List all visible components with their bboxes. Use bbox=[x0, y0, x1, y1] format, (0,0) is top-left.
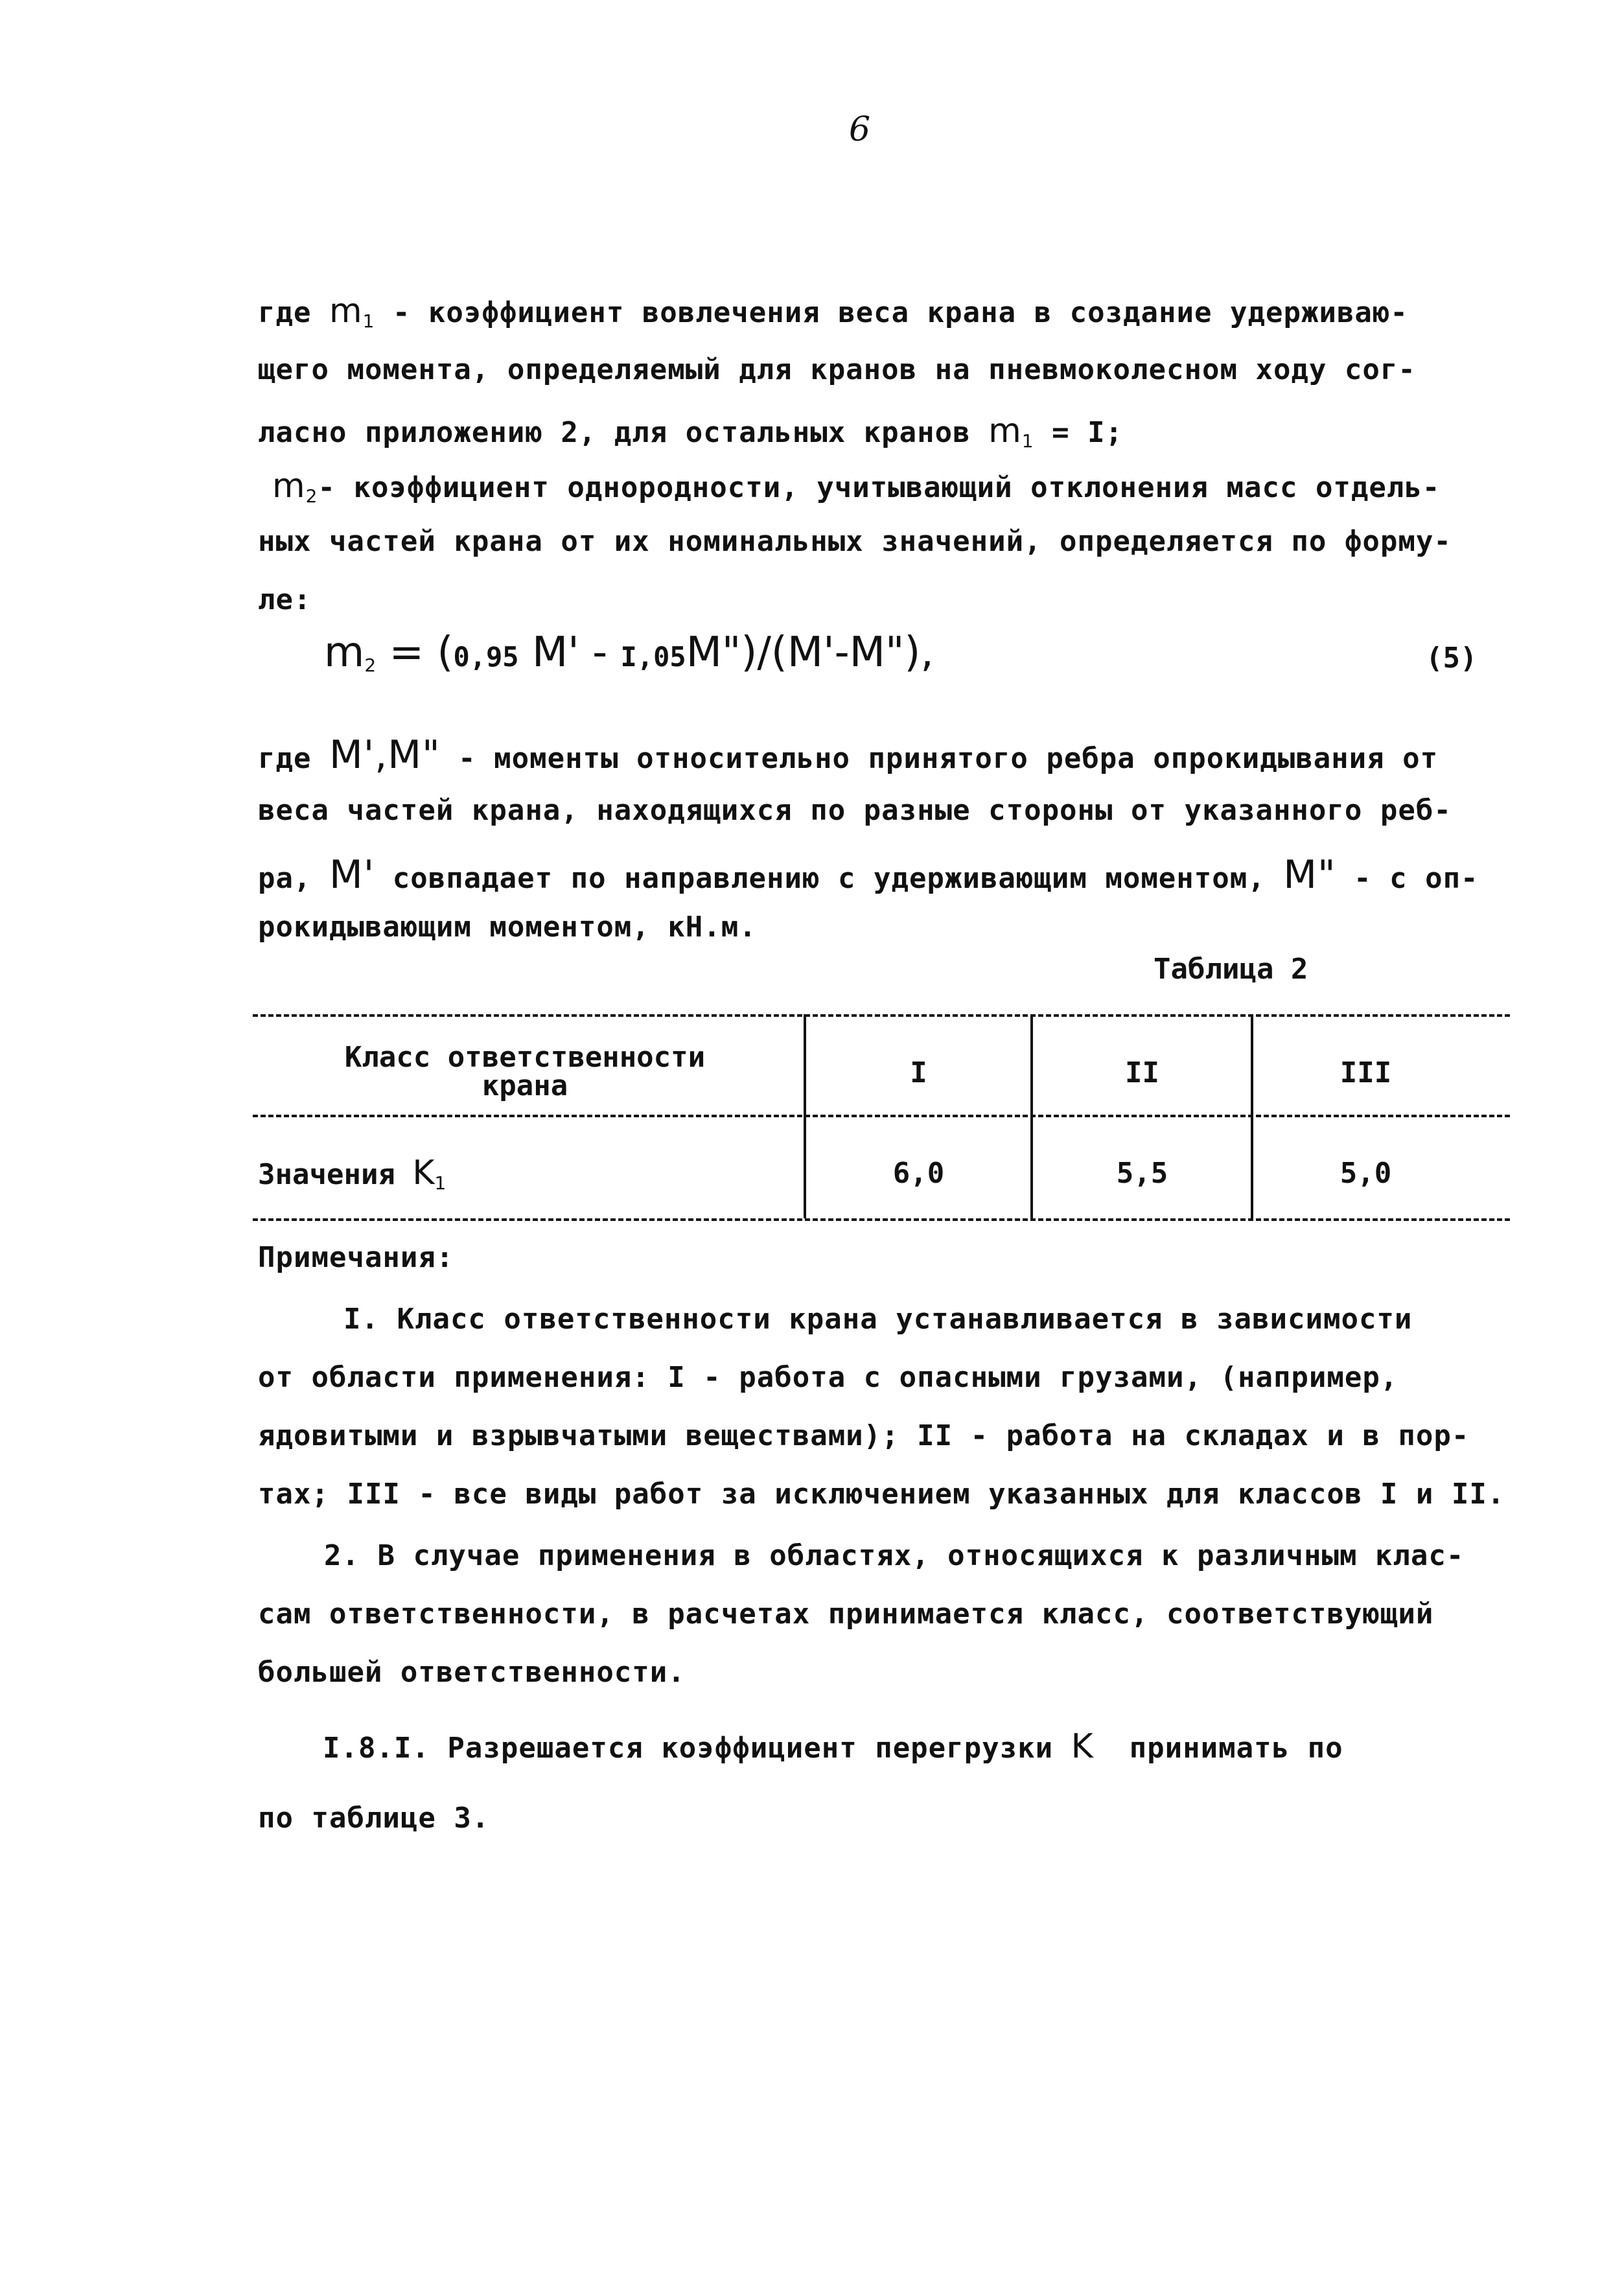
text-line: 2. В случае применения в областях, относящихся к различным клас- bbox=[324, 1539, 1465, 1572]
table-header-class-3: III bbox=[1340, 1056, 1392, 1089]
table-header-class-2: II bbox=[1125, 1056, 1159, 1089]
text-line: ласно приложению 2, для остальных кранов $m_1 = I$; bbox=[258, 412, 1124, 452]
text-line: по таблице 3. bbox=[258, 1802, 490, 1835]
table-border-middle bbox=[253, 1115, 1510, 1117]
table-cell-value: 6,0 bbox=[892, 1157, 945, 1190]
table-cell-value: 5,0 bbox=[1340, 1157, 1392, 1190]
table-divider bbox=[1030, 1014, 1033, 1218]
text-line: большей ответственности. bbox=[258, 1656, 686, 1689]
equation-number: (5) bbox=[1426, 642, 1478, 675]
text-line: от области применения: I - работа с опасными грузами, (например, bbox=[258, 1361, 1398, 1394]
text-line: где M',M" - моменты относительно принятого ребра опрокидывания от bbox=[258, 732, 1439, 778]
text-line: тах; III - все виды работ за исключением указанных для классов I и II. bbox=[258, 1478, 1505, 1511]
table-border-top bbox=[253, 1014, 1510, 1017]
text-line: I.8.I. Разрешается коэффициент перегрузки K принимать по bbox=[323, 1727, 1343, 1766]
text-line: ле: bbox=[258, 583, 312, 616]
table-caption: Таблица 2 bbox=[1154, 953, 1308, 986]
symbol-m-double-prime: M" bbox=[1283, 852, 1336, 898]
symbol-k1: $K_1$ bbox=[412, 1154, 447, 1194]
symbol-m1: $m_1$ bbox=[329, 292, 375, 332]
text-line: рокидывающим моментом, кН.м. bbox=[258, 911, 757, 944]
formula-5: $m_2 = (0,95$ M' - I,05M")/(M'-M"), bbox=[324, 629, 934, 677]
table-border-bottom bbox=[253, 1218, 1510, 1221]
text-line: ных частей крана от их номинальных значений, определяется по форму- bbox=[258, 525, 1452, 558]
page-number: 6 bbox=[849, 110, 871, 149]
table-header-class-1: I bbox=[910, 1056, 927, 1089]
table-divider bbox=[804, 1014, 806, 1218]
symbol-m1: $m_1$ bbox=[988, 412, 1034, 452]
text-line: веса частей крана, находящихся по разные стороны от указанного реб- bbox=[258, 794, 1452, 827]
symbol-m2: $m_2$ bbox=[272, 467, 318, 507]
text-line: где $m_1$ - коэффициент вовлечения веса крана в создание удерживаю- bbox=[258, 292, 1408, 332]
symbol-moments: M',M" bbox=[329, 732, 441, 778]
text-line: $m_2-$ коэффициент однородности, учитывающий отклонения масс отдель- bbox=[272, 467, 1441, 507]
notes-title: Примечания: bbox=[258, 1241, 454, 1274]
table-header-label: Класс ответственности крана bbox=[344, 1041, 706, 1102]
table-cell-value: 5,5 bbox=[1116, 1157, 1168, 1190]
table-row-label: Значения $K_1$ bbox=[258, 1154, 447, 1194]
symbol-k: K bbox=[1071, 1727, 1094, 1766]
text-line: щего момента, определяемый для кранов на пневмоколесном ходу сог- bbox=[258, 353, 1416, 386]
symbol-m-prime: M' bbox=[329, 852, 375, 898]
table-divider bbox=[1251, 1014, 1253, 1218]
text-line: сам ответственности, в расчетах принимается класс, соответствующий bbox=[258, 1597, 1434, 1631]
text-line: I. Класс ответственности крана устанавливается в зависимости bbox=[343, 1303, 1413, 1336]
text-line: ра, M' совпадает по направлению с удерживающим моментом, M" - с оп- bbox=[258, 852, 1479, 898]
text-line: ядовитыми и взрывчатыми веществами); II - работа на складах и в пор- bbox=[258, 1419, 1470, 1452]
